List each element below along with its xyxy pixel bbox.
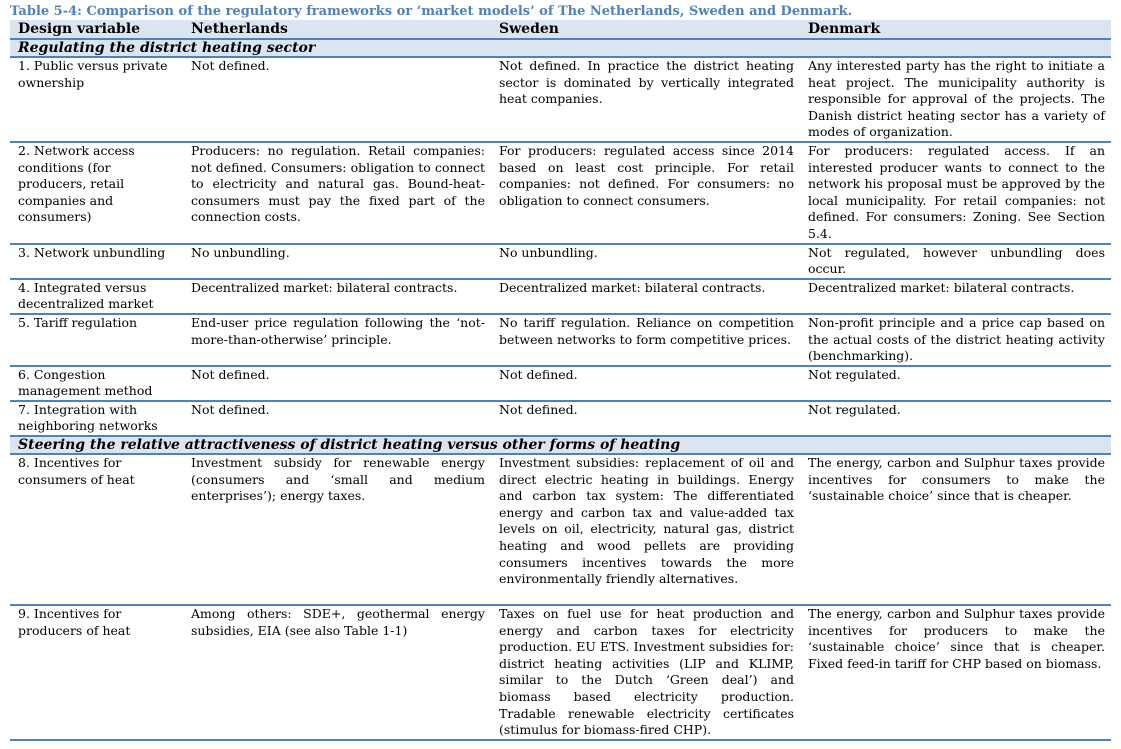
comparison-table (10, 20, 1111, 741)
cell-sweden: No unbundling. (491, 244, 800, 279)
table-row (10, 366, 1111, 401)
header-design-variable: Design variable (10, 20, 183, 39)
table-row (10, 314, 1111, 366)
cell-denmark: Any interested party has the right to initiate a heat project. The municipality authority is responsible for approval of the projects. The Danish district heating sector has a variety of modes of organization. (800, 57, 1111, 142)
table-caption: Table 5-4: Comparison of the regulatory frameworks or ‘market models’ of The Netherlands, Sweden and Denmark. (10, 4, 853, 19)
table-row (10, 605, 1111, 740)
cell-variable: 5. Tariff regulation (10, 314, 183, 366)
table-row (10, 279, 1111, 314)
header-row (10, 20, 1111, 39)
cell-netherlands: Not defined. (183, 57, 491, 142)
cell-variable: 4. Integrated versus decentralized market (10, 279, 183, 314)
cell-denmark: The energy, carbon and Sulphur taxes provide incentives for consumers to make the ‘sustainable choice’ since that is cheaper. (800, 454, 1111, 605)
cell-denmark: Not regulated, however unbundling does occur. (800, 244, 1111, 279)
cell-denmark: Not regulated. (800, 366, 1111, 401)
table-row (10, 142, 1111, 244)
cell-denmark: Non-profit principle and a price cap based on the actual costs of the district heating activity (benchmarking). (800, 314, 1111, 366)
cell-sweden: Taxes on fuel use for heat production and energy and carbon taxes for electricity production. EU ETS. Investment subsidies for: district heating activities (LIP and KLIMP, similar to the Dutch ‘Green deal’) and biomass based electricity production. Tradable renewable electricity certificates (stimulus for biomass-fired CHP). (491, 605, 800, 740)
header-denmark: Denmark (800, 20, 1111, 39)
cell-variable: 8. Incentives for consumers of heat (10, 454, 183, 605)
cell-variable: 9. Incentives for producers of heat (10, 605, 183, 740)
cell-sweden: No tariff regulation. Reliance on competition between networks to form competitive prices. (491, 314, 800, 366)
cell-denmark: For producers: regulated access. If an interested producer wants to connect to the network his proposal must be approved by the local municipality. For retail companies: not defined. For consumers: Zoning. See Section 5.4. (800, 142, 1111, 244)
section-header-steering (10, 436, 1111, 454)
cell-variable: 7. Integration with neighboring networks (10, 401, 183, 436)
table-row (10, 57, 1111, 142)
header-netherlands: Netherlands (183, 20, 491, 39)
cell-netherlands: Producers: no regulation. Retail companies: not defined. Consumers: obligation to connect to electricity and natural gas. Bound-heat-consumers must pay the fixed part of the connection costs. (183, 142, 491, 244)
section-header-regulating (10, 39, 1111, 57)
table-row (10, 401, 1111, 436)
cell-denmark: Decentralized market: bilateral contracts. (800, 279, 1111, 314)
cell-sweden: Not defined. (491, 366, 800, 401)
section-title: Steering the relative attractiveness of district heating versus other forms of heating (10, 436, 1111, 454)
cell-variable: 2. Network access conditions (for producers, retail companies and consumers) (10, 142, 183, 244)
cell-variable: 6. Congestion management method (10, 366, 183, 401)
cell-denmark: The energy, carbon and Sulphur taxes provide incentives for producers to make the ‘sustainable choice’ since that is cheaper. Fixed feed-in tariff for CHP based on biomass. (800, 605, 1111, 740)
cell-sweden: For producers: regulated access since 2014 based on least cost principle. For retail companies: not defined. For consumers: no obligation to connect consumers. (491, 142, 800, 244)
cell-netherlands: No unbundling. (183, 244, 491, 279)
cell-sweden: Not defined. (491, 401, 800, 436)
cell-netherlands: Decentralized market: bilateral contracts. (183, 279, 491, 314)
cell-sweden: Investment subsidies: replacement of oil and direct electric heating in buildings. Energy and carbon tax system: The differentiated energy and carbon tax and value-added tax levels on oil, electricity, natural gas, district heating and wood pellets are providing consumers incentives towards the more environmentally friendly alternatives. (491, 454, 800, 605)
cell-variable: 3. Network unbundling (10, 244, 183, 279)
cell-netherlands: Among others: SDE+, geothermal energy subsidies, EIA (see also Table 1-1) (183, 605, 491, 740)
section-title: Regulating the district heating sector (10, 39, 1111, 57)
cell-denmark: Not regulated. (800, 401, 1111, 436)
cell-netherlands: Not defined. (183, 401, 491, 436)
cell-netherlands: Investment subsidy for renewable energy (consumers and ‘small and medium enterprises’); energy taxes. (183, 454, 491, 605)
header-sweden: Sweden (491, 20, 800, 39)
cell-variable: 1. Public versus private ownership (10, 57, 183, 142)
cell-netherlands: End-user price regulation following the ‘not-more-than-otherwise’ principle. (183, 314, 491, 366)
cell-netherlands: Not defined. (183, 366, 491, 401)
table-row (10, 454, 1111, 605)
cell-sweden: Decentralized market: bilateral contracts. (491, 279, 800, 314)
cell-sweden: Not defined. In practice the district heating sector is dominated by vertically integrated heat companies. (491, 57, 800, 142)
table-row (10, 244, 1111, 279)
